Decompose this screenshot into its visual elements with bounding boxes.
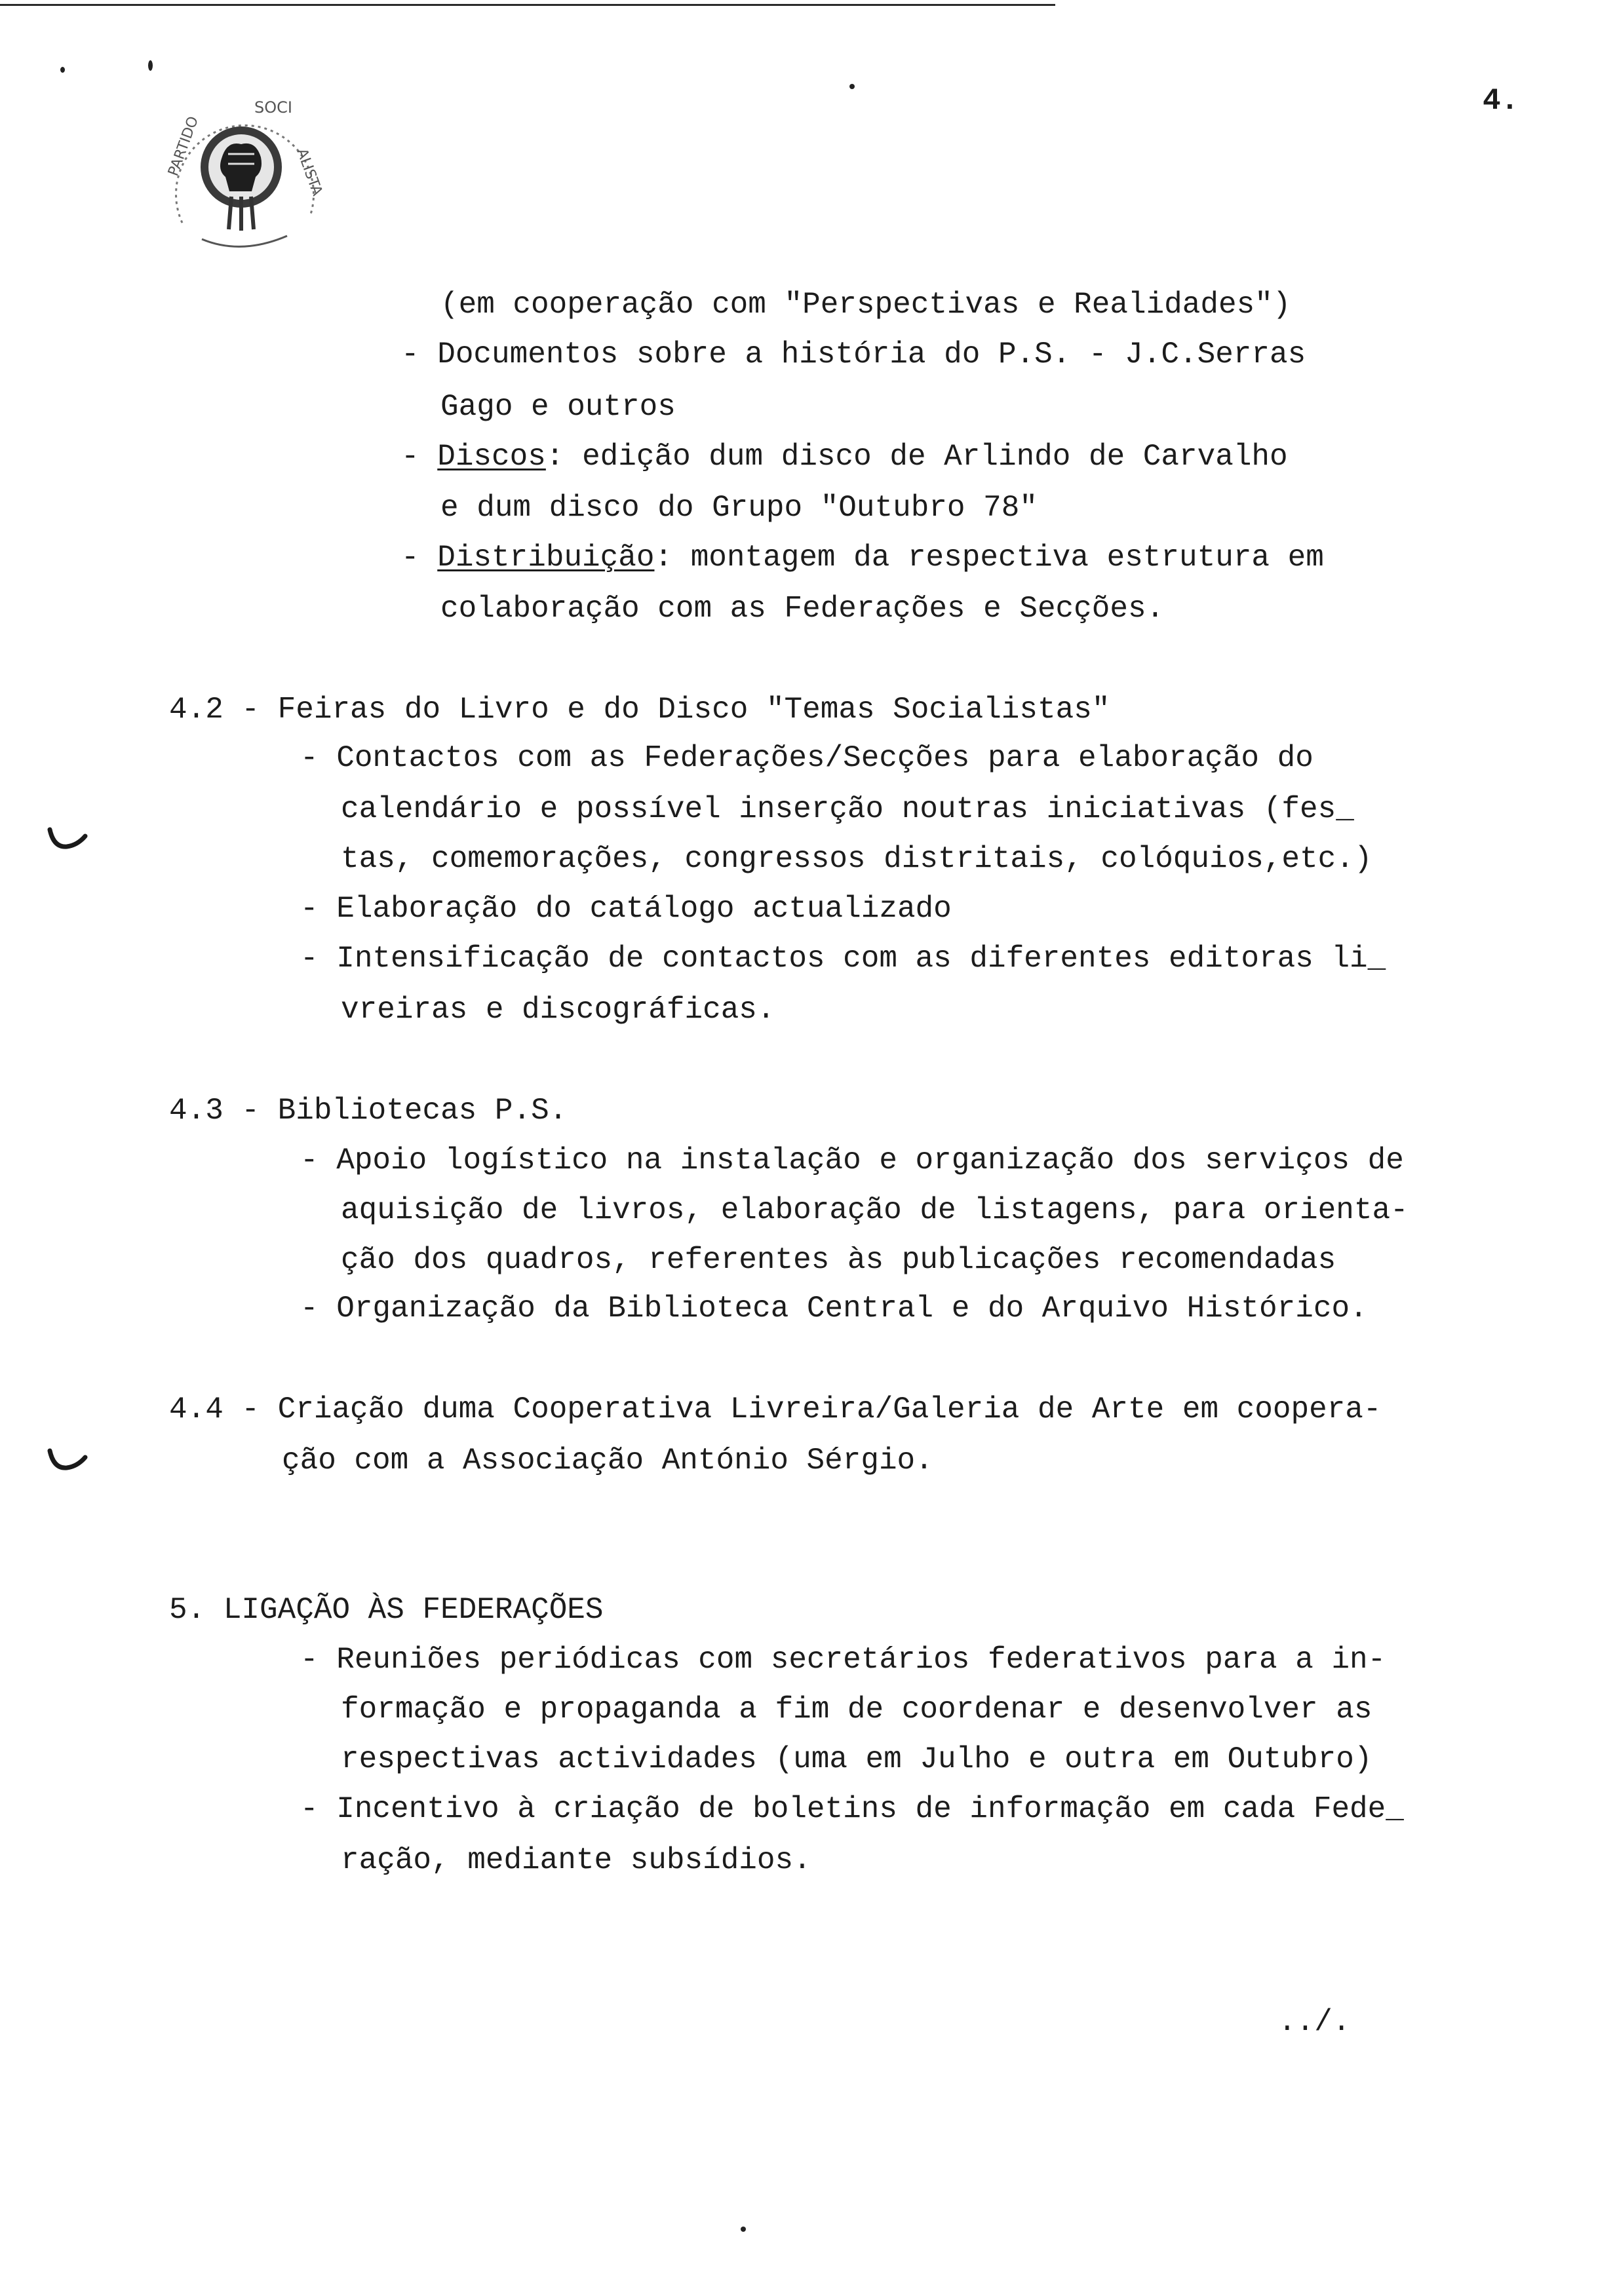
- section-line: - Apoio logístico na instalação e organização dos serviços de: [300, 1143, 1404, 1177]
- intro-line: (em cooperação com "Perspectivas e Realidades"): [440, 288, 1291, 322]
- page-number: 4.: [1483, 84, 1519, 118]
- margin-check-mark-icon: [47, 827, 88, 852]
- svg-text:ALISTA: ALISTA: [293, 146, 326, 199]
- section-heading-5: 5. LIGAÇÃO ÀS FEDERAÇÕES: [169, 1593, 604, 1627]
- intro-line: colaboração com as Federações e Secções.: [440, 592, 1165, 626]
- margin-check-mark-icon: [47, 1448, 88, 1473]
- section-line: aquisição de livros, elaboração de listagens, para orienta-: [341, 1193, 1409, 1227]
- intro-line: Gago e outros: [440, 390, 676, 424]
- continuation-mark: ../.: [1278, 2005, 1351, 2039]
- section-line: tas, comemorações, congressos distritais, colóquios,etc.): [341, 842, 1372, 876]
- section-line: formação e propaganda a fim de coordenar e desenvolver as: [341, 1693, 1372, 1727]
- ink-mark: [741, 2227, 746, 2232]
- intro-line: - Documentos sobre a história do P.S. - J.C.Serras: [401, 337, 1306, 372]
- section-line: respectivas actividades (uma em Julho e outra em Outubro): [341, 1742, 1372, 1776]
- section-line: - Elaboração do catálogo actualizado: [300, 892, 952, 926]
- intro-line: e dum disco do Grupo "Outubro 78": [440, 491, 1038, 525]
- ink-mark: [849, 84, 855, 89]
- underlined-term: Distribuição: [437, 541, 655, 575]
- section-line: vreiras e discográficas.: [341, 993, 775, 1027]
- section-line: - Reuniões periódicas com secretários federativos para a in-: [300, 1643, 1386, 1677]
- section-line: - Contactos com as Federações/Secções para elaboração do: [300, 741, 1313, 775]
- svg-text:PARTIDO: PARTIDO: [165, 114, 203, 179]
- section-heading-4-4: 4.4 - Criação duma Cooperativa Livreira/Galeria de Arte em coopera-: [169, 1392, 1382, 1426]
- section-heading-4-2: 4.2 - Feiras do Livro e do Disco "Temas Socialistas": [169, 693, 1110, 727]
- intro-line: - Distribuição: montagem da respectiva estrutura em: [401, 541, 1324, 575]
- section-heading-4-3: 4.3 - Bibliotecas P.S.: [169, 1094, 568, 1128]
- top-border-line: [0, 4, 1055, 6]
- section-line: calendário e possível inserção noutras iniciativas (fes_: [341, 792, 1354, 826]
- underlined-term: Discos: [437, 440, 546, 474]
- section-line: - Intensificação de contactos com as diferentes editoras li_: [300, 942, 1386, 976]
- section-line: ção com a Associação António Sérgio.: [282, 1444, 933, 1478]
- svg-text:SOCI: SOCI: [254, 98, 292, 117]
- ink-mark: [148, 60, 153, 71]
- section-line: - Organização da Biblioteca Central e do Arquivo Histórico.: [300, 1292, 1368, 1326]
- ink-mark: [60, 67, 65, 73]
- section-line: - Incentivo à criação de boletins de informação em cada Fede_: [300, 1792, 1404, 1826]
- party-seal-logo-icon: [156, 98, 333, 252]
- section-line: ção dos quadros, referentes às publicações recomendadas: [341, 1243, 1336, 1277]
- section-line: ração, mediante subsídios.: [341, 1843, 811, 1877]
- intro-line: - Discos: edição dum disco de Arlindo de Carvalho: [401, 440, 1288, 474]
